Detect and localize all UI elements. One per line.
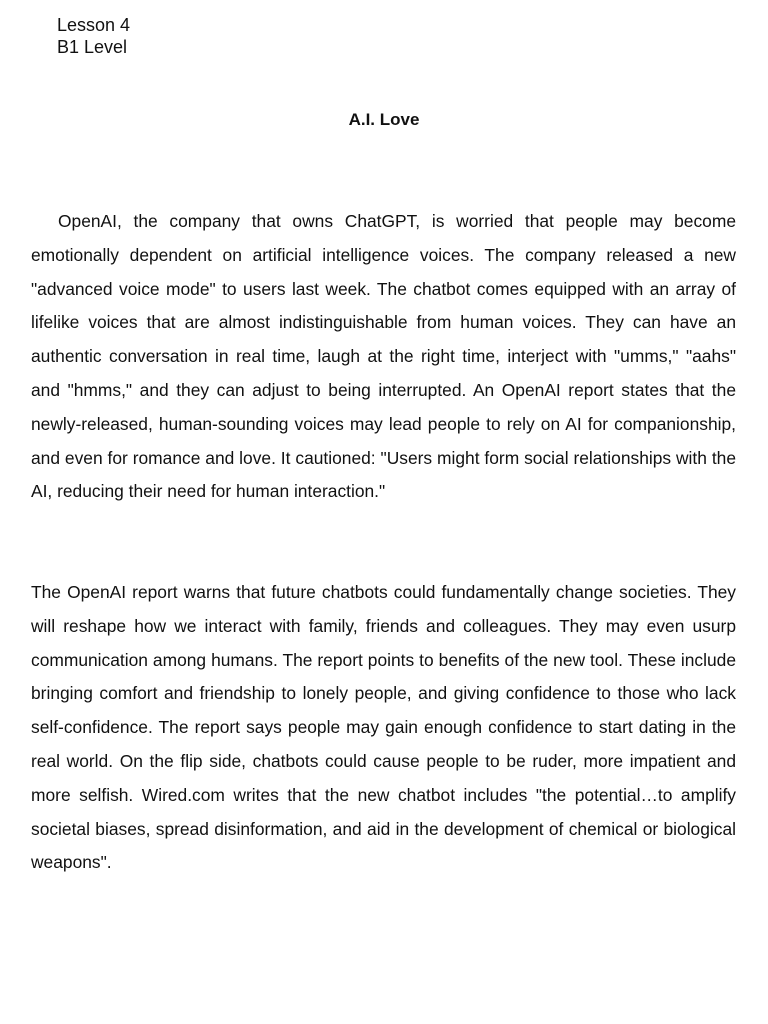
article-paragraph-2: The OpenAI report warns that future chatbots could fundamentally change societies. They will reshape how we interact with family, friends and colleagues. They may even usurp communication among humans. The report points to benefits of the new tool. These include bringing comfort and friendship to lonely people, and giving confidence to those who lack self-confidence. The report says people may gain enough confidence to start dating in the real world. On the flip side, chatbots could cause people to be ruder, more impatient and more selfish. Wired.com writes that the new chatbot includes "the potential…to amplify societal biases, spread disinformation, and aid in the development of chemical or biological weapons". <box>31 582 736 873</box>
article-title: A.I. Love <box>348 110 420 129</box>
lesson-number: Lesson 4 <box>57 15 131 35</box>
level-label: B1 Level <box>57 37 128 57</box>
article-paragraph-1: OpenAI, the company that owns ChatGPT, is worried that people may become emotionally dependent on artificial intelligence voices. The company released a new "advanced voice mode" to users last week. The chatbot comes equipped with an array of lifelike voices that are almost indistinguishable from human voices. They can have an authentic conversation in real time, laugh at the right time, interject with "umms," "aahs" and "hmms," and they can adjust to being interrupted. An OpenAI report states that the newly-released, human-sounding voices may lead people to rely on AI for companionship, and even for romance and love. It cautioned: "Users might form social relationships with the AI, reducing their need for human interaction." <box>31 211 736 502</box>
lesson-header <box>57 14 130 58</box>
